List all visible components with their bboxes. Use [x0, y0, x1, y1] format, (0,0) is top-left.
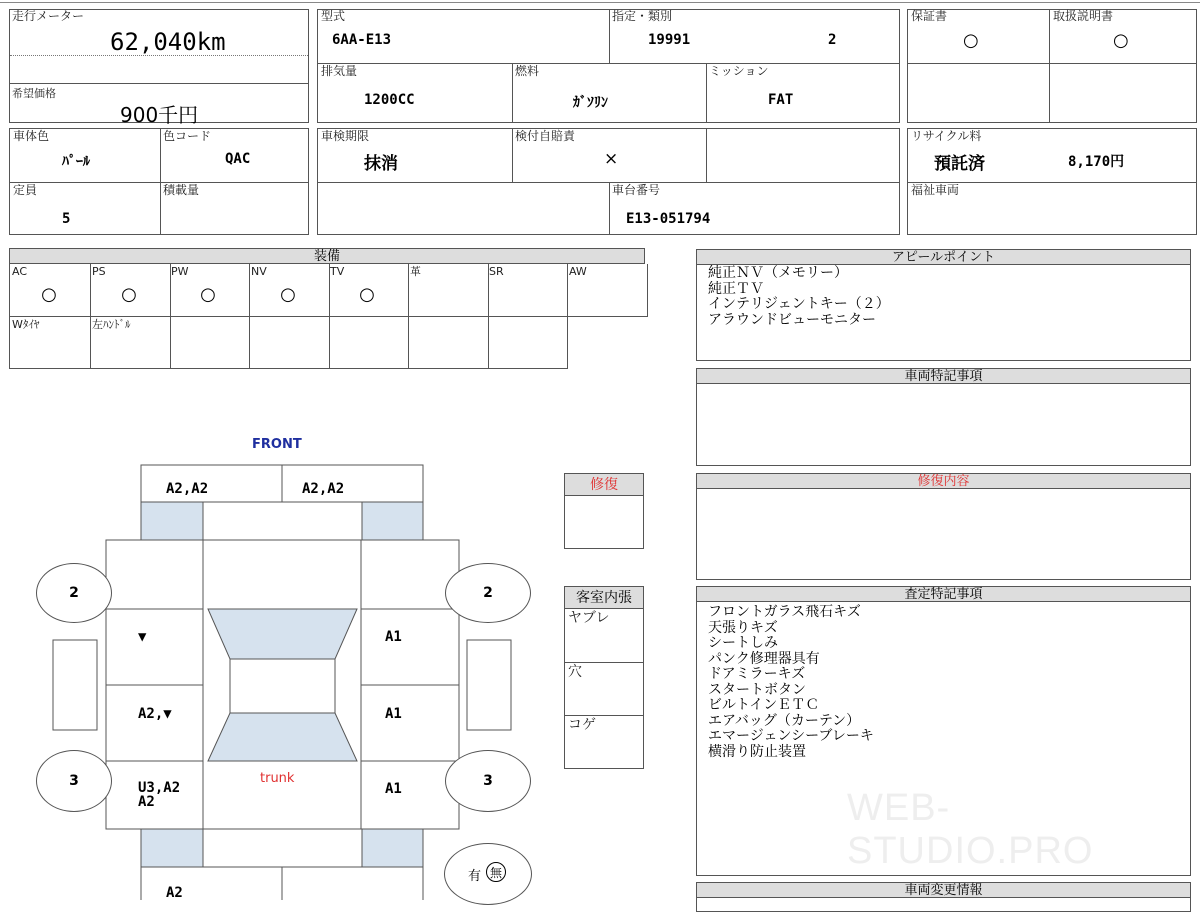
insurance-value: × — [604, 149, 619, 169]
fuel-value: ｶﾞｿﾘﾝ — [573, 95, 608, 111]
assessment-list — [708, 605, 874, 760]
mark-left-1: ▼ — [138, 629, 147, 645]
mileage-value: 62,040km — [110, 28, 226, 56]
equipment-label: Wﾀｲﾔ — [12, 318, 40, 331]
equipment-value: ○ — [200, 284, 216, 305]
repair-title: 修復 — [565, 474, 643, 496]
interior-item-burn: コゲ — [568, 717, 596, 733]
list-item: 天張りキズ — [708, 619, 778, 636]
chassis-value: E13-051794 — [626, 211, 711, 227]
capacity-value: 5 — [62, 211, 71, 227]
color-code-label: 色コード — [163, 129, 212, 143]
trunk-label: trunk — [260, 771, 295, 786]
appeal-panel — [696, 249, 1191, 361]
change-info-panel — [696, 882, 1191, 912]
vehicle-notes-panel — [696, 368, 1191, 466]
tire-rear-left: 3 — [36, 750, 112, 812]
mark-left-3-line1: U3,A2 — [138, 780, 181, 796]
equipment-label: 革 — [410, 265, 421, 278]
mark-front-right: A2,A2 — [302, 481, 345, 497]
assessment-title: 査定特記事項 — [697, 587, 1190, 602]
equipment-label: TV — [330, 265, 345, 278]
tire-front-left: 2 — [36, 563, 112, 623]
list-item: スタートボタン — [708, 681, 806, 698]
list-item: 横滑り防止装置 — [708, 743, 806, 760]
price-label: 希望価格 — [12, 87, 56, 100]
equipment-label: SR — [489, 265, 504, 278]
category-value: 2 — [828, 32, 837, 48]
equipment-label: PS — [92, 265, 106, 278]
mark-right-3: A1 — [385, 781, 402, 797]
manual-value: ○ — [1113, 30, 1129, 51]
model-label: 型式 — [321, 9, 346, 23]
list-item: エマージェンシーブレーキ — [708, 728, 874, 744]
designation-value: 19991 — [648, 32, 691, 48]
inspection-value: 抹消 — [364, 154, 398, 174]
recycle-status: 預託済 — [934, 154, 985, 174]
recycle-label: リサイクル料 — [911, 129, 982, 143]
interior-title: 客室内張 — [565, 587, 643, 609]
mark-left-2: A2,▼ — [138, 706, 172, 722]
front-label: FRONT — [252, 437, 302, 452]
watermark: WEB-STUDIO.PRO — [847, 787, 1094, 872]
divider — [706, 129, 707, 182]
mileage-label: 走行メーター — [12, 9, 85, 23]
vehicle-notes-title: 車両特記事項 — [697, 369, 1190, 384]
appeal-title: アピールポイント — [697, 250, 1190, 265]
mark-left-3-line2: A2 — [138, 794, 155, 810]
divider — [609, 10, 610, 63]
equipment-label: AW — [569, 265, 587, 278]
mark-right-1: A1 — [385, 629, 402, 645]
warranty-label: 保証書 — [911, 9, 948, 23]
displacement-label: 排気量 — [321, 64, 358, 78]
list-item: ビルトインＥＴＣ — [708, 697, 820, 713]
recycle-welfare-box — [907, 128, 1197, 235]
mark-right-2: A1 — [385, 706, 402, 722]
designation-label: 指定・類別 — [612, 9, 673, 23]
equipment-value: ○ — [41, 284, 57, 305]
equipment-value: ○ — [359, 284, 375, 305]
warranty-manual-box — [907, 9, 1197, 123]
mark-left-3 — [138, 781, 180, 809]
divider — [609, 182, 610, 234]
ari-label: 有 — [468, 869, 482, 884]
repair-details-panel — [696, 473, 1191, 580]
recycle-amount: 8,170円 — [1068, 154, 1125, 170]
chassis-label: 車台番号 — [612, 183, 661, 197]
list-item: インテリジェントキー（２） — [708, 296, 890, 312]
mission-label: ミッション — [709, 64, 769, 78]
price-value: 900千円 — [120, 103, 199, 127]
assessment-panel — [696, 586, 1191, 876]
fuel-label: 燃料 — [515, 64, 540, 78]
divider — [706, 63, 707, 123]
interior-item-tear: ヤブレ — [568, 610, 610, 626]
displacement-value: 1200CC — [364, 92, 415, 108]
divider — [1049, 10, 1050, 122]
color-code-value: QAC — [225, 151, 251, 167]
change-info-title: 車両変更情報 — [697, 883, 1190, 898]
repair-details-title: 修復内容 — [697, 474, 1190, 489]
model-value: 6AA-E13 — [332, 32, 392, 48]
mark-front-left: A2,A2 — [166, 481, 209, 497]
equipment-label: 左ﾊﾝﾄﾞﾙ — [92, 318, 131, 331]
equipment-title: 装備 — [10, 249, 645, 264]
mission-value: FAT — [768, 92, 794, 108]
list-item: 純正ＮＶ（メモリー） — [708, 265, 848, 281]
ari-nashi-badge — [444, 843, 532, 905]
tire-rear-right: 3 — [445, 750, 531, 812]
welfare-label: 福祉車両 — [911, 183, 960, 197]
interior-item-hole: 穴 — [568, 664, 582, 680]
equipment-value: ○ — [280, 284, 296, 305]
equipment-label: AC — [12, 265, 28, 278]
list-item: アラウンドビューモニター — [708, 311, 876, 328]
capacity-label: 定員 — [13, 183, 38, 197]
load-label: 積載量 — [163, 183, 200, 197]
list-item: シートしみ — [708, 635, 778, 651]
color-label: 車体色 — [13, 129, 50, 143]
equipment-value: ○ — [121, 284, 137, 305]
appeal-list — [708, 266, 890, 328]
list-item: 純正ＴＶ — [708, 280, 764, 297]
list-item: エアバッグ（カーテン） — [708, 712, 861, 729]
inspection-label: 車検期限 — [321, 129, 370, 143]
warranty-value: ○ — [963, 30, 979, 51]
manual-label: 取扱説明書 — [1053, 9, 1114, 23]
mark-rear-left: A2 — [166, 885, 183, 901]
equipment-label: PW — [171, 265, 189, 278]
divider — [908, 63, 1196, 64]
color-value: ﾊﾟｰﾙ — [62, 154, 90, 170]
insurance-label: 検付自賠責 — [515, 129, 576, 143]
list-item: フロントガラス飛石キズ — [708, 604, 861, 620]
list-item: ドアミラーキズ — [708, 666, 806, 682]
list-item: パンク修理器具有 — [708, 650, 820, 667]
tire-front-right: 2 — [445, 563, 531, 623]
nashi-label: 無 — [486, 862, 506, 882]
equipment-label: NV — [251, 265, 267, 278]
